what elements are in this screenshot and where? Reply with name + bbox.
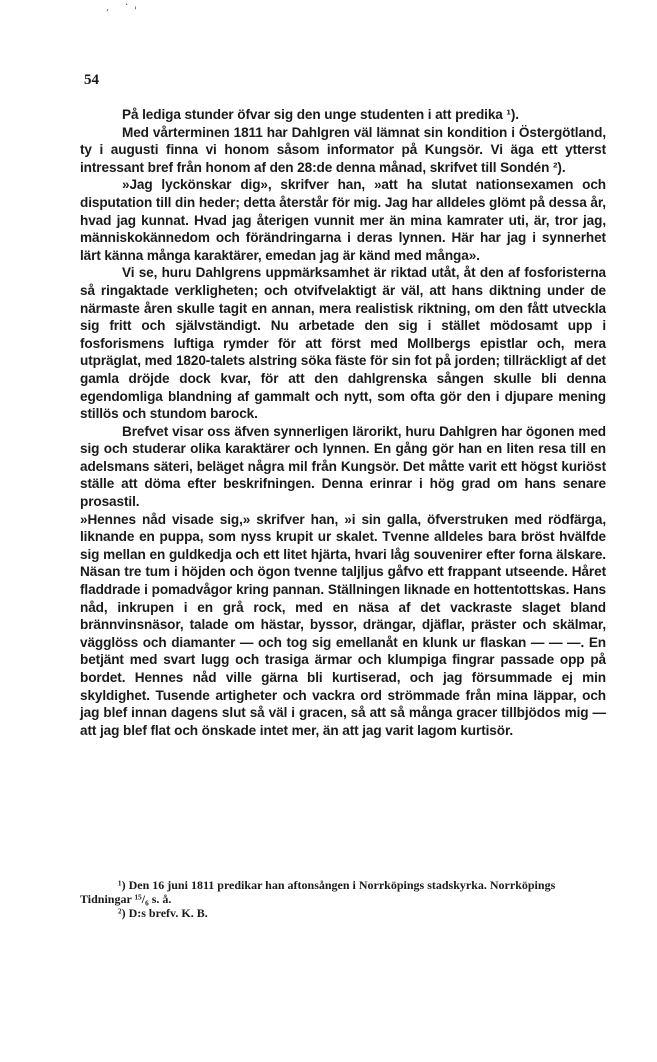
paragraph: Brefvet visar oss äfven synnerligen lärorikt, huru Dahlgren har ögonen med sig och studerar olika karaktärer och lynnen. En gång gör han en liten resa till en adelsmans säteri, beläget några mil från Kungsör. Det måtte varit ett högst kuriöst ställe att döma efter beskrifningen. Denna erinrar i hög grad om hans senare prosastil. [80, 423, 606, 510]
footnote: ¹) Den 16 juni 1811 predikar han aftonsången i Norrköpings stadskyrka. Norrköpings Tidningar ¹⁵/₆ s. å. [80, 878, 556, 906]
scan-mark: ‚ [106, 2, 110, 13]
paragraph: »Jag lyckönskar dig», skrifver han, »att ha slutat nationsexamen och disputation till din heder; detta återstår för mig. Jag har alldeles glömt på dessa år, hvad jag kunnat. Hvad jag återigen vunnit mer än mina kamrater uti, är, tror jag, människokännedom och förändringarna i deras lynnen. Här har jag i synnerhet lärt känna många karaktärer, emedan jag är känd med många». [80, 177, 606, 263]
scan-mark: · [125, 0, 129, 11]
scan-mark: ' [134, 6, 137, 17]
page-number: 54 [84, 72, 99, 88]
paragraph: »Hennes nåd visade sig,» skrifver han, »i sin galla, öfverstruken med rödfärga, liknande en puppa, som nyss krupit ur skalet. Tvenne alldeles bara bröst hvälfde sig mellan en guldkedja och ett litet hjärta, hvari låg souvenirer efter forna älskare. Näsan tre tum i höjden och ögon tvenne taljljus gåfvo ett frappant utseende. Håret fladdrade i pomadvågor kring pannan. Ställningen liknade en hottentottskas. Hans nåd, inkrupen i en grå rock, med en näsa af det vackraste slaget bland brännvinsnäsor, talade om hästar, byssor, drängar, djäflar, präster och skälmar, vägglöss och diamanter — och tog sig emellanåt en klunk ur flaskan — — —. En betjänt med svart lugg och trasiga ärmar och klumpiga fingrar passade opp på bordet. Hennes nåd ville gärna bli kurtiserad, och jag försummade ej min skyldighet. Tusende artigheter och vackra ord strömmade från mina läppar, och jag blef innan dagens slut så väl i gracen, så att så många gracer tillbjödos mig — att jag blef flat och önskade intet mer, än att jag varit lagom kurtisör. [80, 511, 606, 738]
footnote: ²) D:s brefv. K. B. [118, 906, 208, 920]
footnotes [80, 878, 606, 920]
body-text [80, 106, 606, 739]
paragraph: Vi se, huru Dahlgrens uppmärksamhet är riktad utåt, åt den af fosforisterna så ringaktade verkligheten; och otvifvelaktigt är väl, att hans diktning under de närmaste åren skulle tagit en annan, mera realistisk riktning, om den fått utveckla sig fritt och självständigt. Nu arbetade den sig i stället mödosamt upp i fosforismens luftiga rymder för att först med Mollbergs epistlar och, mera utpräglat, med 1820-talets alstring söka fäste för sin fot på jorden; tillräckligt af det gamla dröjde dock kvar, för att den dahlgrenska sången skulle bli denna egendomliga blandning af gammalt och nytt, som ofta gör den i djupare mening stillös och stundom barock. [80, 265, 606, 422]
paragraph: På lediga stunder öfvar sig den unge studenten i att predika ¹). [122, 107, 519, 122]
paragraph: Med vårterminen 1811 har Dahlgren väl lämnat sin kondition i Östergötland, ty i augusti finna vi honom såsom informator på Kungsör. Vi äga ett ytterst intressant bref från honom af den 28:de denna månad, skrifvet till Sondén ²). [80, 124, 606, 175]
